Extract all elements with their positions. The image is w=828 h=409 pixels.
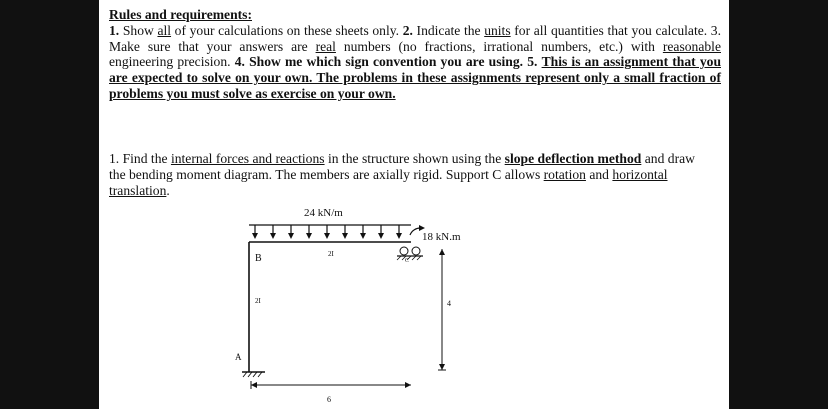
span-dim-label: 6 xyxy=(327,395,331,404)
support-a xyxy=(242,372,265,377)
span-dimension xyxy=(251,381,411,389)
rule-3-real: real xyxy=(315,38,336,54)
load-arrow xyxy=(378,225,384,239)
load-arrow xyxy=(288,225,294,239)
moment-label: 18 kN.m xyxy=(422,231,461,243)
label-b: B xyxy=(255,253,262,264)
question-text-b: in the structure shown using the xyxy=(324,151,505,166)
question-text-c: and draw the bending moment diagram. The members are axially rigid. Support C allows xyxy=(109,151,695,182)
load-arrow xyxy=(396,225,402,239)
question-rotation: rotation xyxy=(543,166,586,182)
height-dimension xyxy=(438,249,446,370)
label-a: A xyxy=(235,352,242,362)
rule-1-text-b: of your calculations on these sheets only. xyxy=(171,22,403,38)
question-internal-forces: internal forces and reactions xyxy=(170,151,325,166)
load-arrow xyxy=(306,225,312,239)
load-label: 24 kN/m xyxy=(304,207,343,219)
load-arrow xyxy=(324,225,330,239)
rule-1-text-a: Show xyxy=(119,22,158,38)
frame-diagram xyxy=(99,0,729,409)
support-c xyxy=(397,247,423,260)
rule-1-number: 1. xyxy=(109,22,120,38)
rule-4: 4. Show me which sign convention you are using. xyxy=(234,54,524,70)
rule-1-all: all xyxy=(157,22,172,38)
rule-2-number: 2. xyxy=(402,22,413,38)
question-horizontal-translation: horizontal translation xyxy=(109,166,668,198)
rule-3-text-b: numbers (no fractions, irrational numbers, etc.) with xyxy=(335,38,663,54)
load-arrow xyxy=(342,225,348,239)
document-page xyxy=(99,0,729,409)
load-arrow xyxy=(360,225,366,239)
rule-5-text: This is an assignment that you are expected to solve on your own. The problems in these assignments represent only a small fraction of problems you must solve as exercise on your own. xyxy=(109,54,721,101)
beam-stiffness: 2I xyxy=(328,250,334,258)
rule-2-text-a: Indicate the xyxy=(412,22,485,38)
load-arrow xyxy=(252,225,258,239)
question-text-e: . xyxy=(166,182,170,198)
rule-3-text-c: engineering precision. xyxy=(109,54,235,70)
rule-3-reasonable: reasonable xyxy=(662,38,721,54)
rule-5-number: 5. xyxy=(527,54,538,70)
load-arrows xyxy=(252,225,402,239)
load-arrow xyxy=(270,225,276,239)
question-text-a: 1. Find the xyxy=(109,151,171,166)
rules-title: Rules and requirements: xyxy=(109,7,252,22)
column-stiffness: 2I xyxy=(255,297,261,305)
label-c: C xyxy=(405,258,410,264)
rule-2-text-b: for all quantities that you calculate. 3. Make sure that your answers are xyxy=(109,22,722,54)
rule-2-units: units xyxy=(484,22,511,38)
question-text-d: and xyxy=(585,166,613,182)
question-method: slope deflection method xyxy=(504,151,642,166)
height-dim-label: 4 xyxy=(447,299,451,308)
